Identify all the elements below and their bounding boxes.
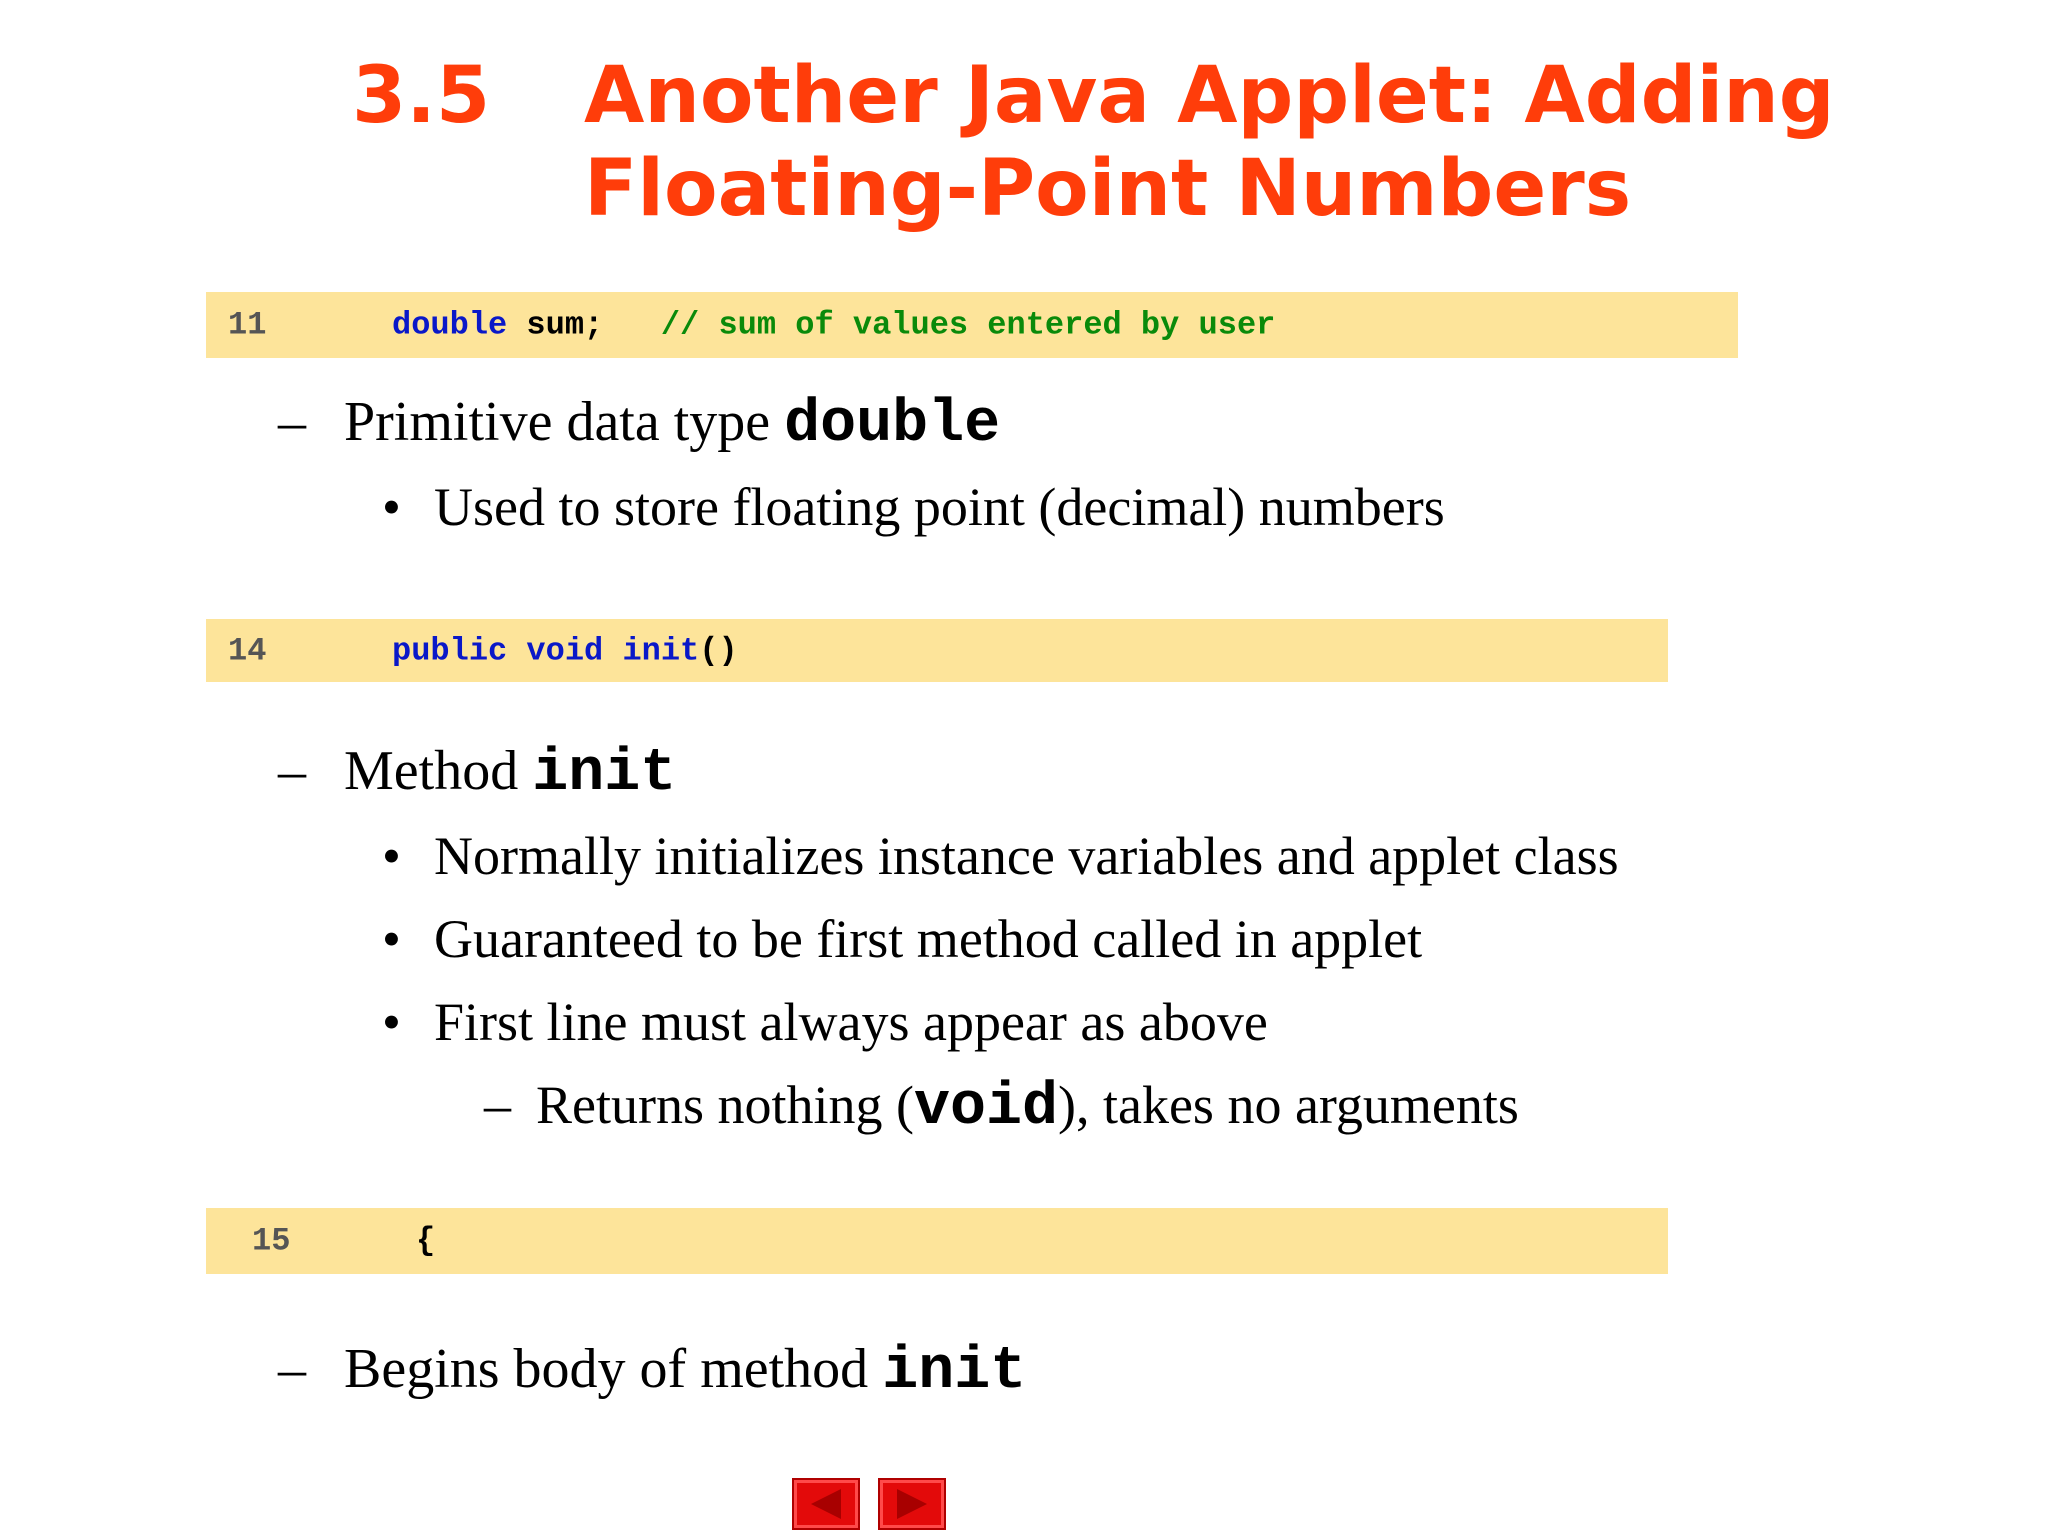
code-keyword: double (392, 306, 508, 344)
inline-code: double (784, 391, 1001, 459)
inline-code: init (882, 1338, 1027, 1406)
sub-bullet-text: Normally initializes instance variables and applet class (434, 826, 1619, 886)
bullet-text-plain: Returns nothing ( (536, 1075, 914, 1135)
section-number: 3.5 (352, 51, 491, 141)
line-number: 15 (252, 1222, 291, 1260)
bullet-text (344, 1336, 1026, 1405)
right-arrow-icon (897, 1489, 927, 1519)
dash-marker: – (484, 1075, 511, 1135)
line-number: 11 (228, 306, 267, 344)
bullet-text-plain: Method (344, 740, 533, 802)
code-line-11 (206, 292, 1738, 358)
bullet-text-plain: ), takes no arguments (1058, 1075, 1519, 1135)
code-brace: { (416, 1222, 436, 1260)
inline-code: init (532, 740, 677, 808)
title-line-2: Floating-Point Numbers (584, 144, 1632, 234)
code-comment: // sum of values entered by user (603, 306, 1276, 344)
code-keyword: public void init (392, 632, 700, 669)
code-text (392, 632, 738, 669)
bullet-text-plain: Primitive data type (344, 391, 785, 453)
code-identifier: () (699, 632, 738, 669)
dot-marker: • (382, 477, 401, 537)
code-identifier: sum; (507, 306, 604, 344)
previous-slide-button[interactable] (792, 1478, 860, 1530)
line-number: 14 (228, 632, 267, 669)
sub-bullet-text: Guaranteed to be first method called in applet (434, 909, 1423, 969)
slide-title (0, 0, 2048, 260)
code-text (392, 307, 1275, 344)
bullet-text (344, 389, 1000, 458)
dot-marker: • (382, 909, 401, 969)
dot-marker: • (382, 992, 401, 1052)
dash-marker: – (278, 1338, 306, 1400)
bullet-text-plain: Begins body of method (344, 1338, 883, 1400)
code-text (416, 1223, 435, 1260)
bullet-text (344, 738, 676, 807)
sub-bullet-text: First line must always appear as above (434, 992, 1268, 1052)
dash-marker: – (278, 391, 306, 453)
dot-marker: • (382, 826, 401, 886)
inline-code: void (913, 1074, 1059, 1142)
title-line-1: Another Java Applet: Adding (584, 51, 1835, 141)
left-arrow-icon (811, 1489, 841, 1519)
sub-bullet-text (536, 1072, 1519, 1141)
dash-marker: – (278, 740, 306, 802)
next-slide-button[interactable] (878, 1478, 946, 1530)
code-line-15 (206, 1208, 1668, 1274)
code-line-14 (206, 619, 1668, 682)
sub-bullet-text: Used to store floating point (decimal) numbers (434, 477, 1445, 537)
